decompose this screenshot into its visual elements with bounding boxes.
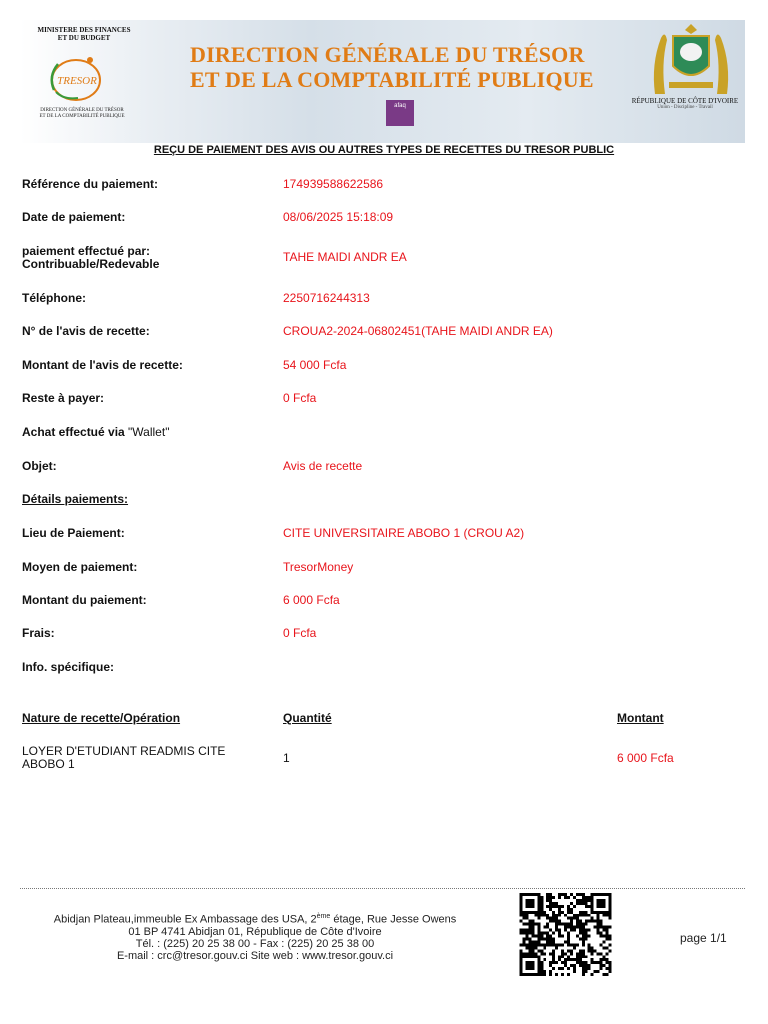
afaq-certification-badge [386,100,414,126]
qr-code [519,893,612,976]
afaq-label: afaq [394,103,406,109]
address-line-2: 01 BP 4741 Abidjan 01, République de Côte d'Ivoire [128,925,382,938]
address-line-3: Tél. : (225) 20 25 38 00 - Fax : (225) 20 25 38 00 [135,937,375,950]
fees-value: 0 Fcfa [283,626,317,640]
payer-label-line-2: Contribuable/Redevable [22,257,160,271]
phone-label: Téléphone: [22,291,87,305]
page-number: page 1/1 [680,931,727,945]
table-header-quantity: Quantité [283,711,332,725]
address-line-1 [30,911,480,926]
specific-info-label: Info. spécifique: [22,660,115,674]
fees-label: Frais: [22,626,55,640]
table-row-amount: 6 000 Fcfa [617,751,674,765]
payment-amount-value: 6 000 Fcfa [283,593,340,607]
logo-text: TRESOR [57,75,97,87]
table-row-nature [22,745,272,771]
republic-name: RÉPUBLIQUE DE CÔTE D'IVOIRE [631,97,739,105]
payer-label [22,245,272,271]
reference-value: 174939588622586 [283,177,384,191]
notice-number-value: CROUA2-2024-06802451(TAHE MAIDI ANDR EA) [283,324,553,338]
address-line-1-b: étage, Rue Jesse Owens [330,913,457,926]
payment-details-heading: Détails paiements: [22,492,129,506]
document-title: REÇU DE PAIEMENT DES AVIS OU AUTRES TYPES DE RECETTES DU TRESOR PUBLIC [153,144,615,156]
tresor-logo [44,46,108,110]
purchase-via-label [22,426,422,439]
header-title-line-2: ET DE LA COMPTABILITÉ PUBLIQUE [190,67,594,92]
table-row-quantity: 1 [283,751,290,765]
coat-of-arms-icon [645,24,737,96]
footer-divider [20,888,745,889]
notice-number-label: N° de l'avis de recette: [22,324,150,338]
address-line-4: E-mail : crc@tresor.gouv.ci Site web : www.tresor.gouv.ci [116,949,394,962]
header-banner [20,20,745,143]
date-label: Date de paiement: [22,210,126,224]
payer-value: TAHE MAIDI ANDR EA [283,250,407,264]
table-row-nature-line-2: ABOBO 1 [22,757,75,771]
notice-amount-value: 54 000 Fcfa [283,358,347,372]
place-value: CITE UNIVERSITAIRE ABOBO 1 (CROU A2) [283,526,525,540]
reference-label: Référence du paiement: [22,177,159,191]
purchase-via-bold: Achat effectué via [22,425,125,439]
table-header-amount: Montant [617,711,664,725]
notice-amount-label: Montant de l'avis de recette: [22,358,183,372]
ministry-line-1: MINISTERE DES FINANCES [37,26,131,34]
logo-caption-line-2: ET DE LA COMPTABILITÉ PUBLIQUE [39,114,125,119]
table-header-nature: Nature de recette/Opération [22,711,181,725]
address-line-1-a: Abidjan Plateau,immeuble Ex Ambassage des USA, 2 [53,913,317,926]
remaining-label: Reste à payer: [22,391,105,405]
method-label: Moyen de paiement: [22,560,138,574]
republic-motto: Union - Discipline - Travail [657,105,713,110]
payment-amount-label: Montant du paiement: [22,593,147,607]
logo-caption-line-1: DIRECTION GÉNÉRALE DU TRÉSOR [40,108,124,113]
table-row-nature-line-1: LOYER D'ETUDIANT READMIS CITE [22,744,226,758]
ministry-name [28,26,140,42]
object-value: Avis de recette [283,459,363,473]
header-title-line-1: DIRECTION GÉNÉRALE DU TRÉSOR [190,42,585,67]
purchase-via-wallet: "Wallet" [124,425,170,439]
place-label: Lieu de Paiement: [22,526,125,540]
object-label: Objet: [22,459,57,473]
footer-address [30,911,480,962]
address-line-1-sup: ème [316,913,331,920]
ministry-line-2: ET DU BUDGET [57,34,111,42]
payer-label-line-1: paiement effectué par: [22,244,151,258]
method-value: TresorMoney [283,560,354,574]
date-value: 08/06/2025 15:18:09 [283,210,394,224]
remaining-value: 0 Fcfa [283,391,317,405]
phone-value: 2250716244313 [283,291,370,305]
logo-caption [34,108,130,120]
